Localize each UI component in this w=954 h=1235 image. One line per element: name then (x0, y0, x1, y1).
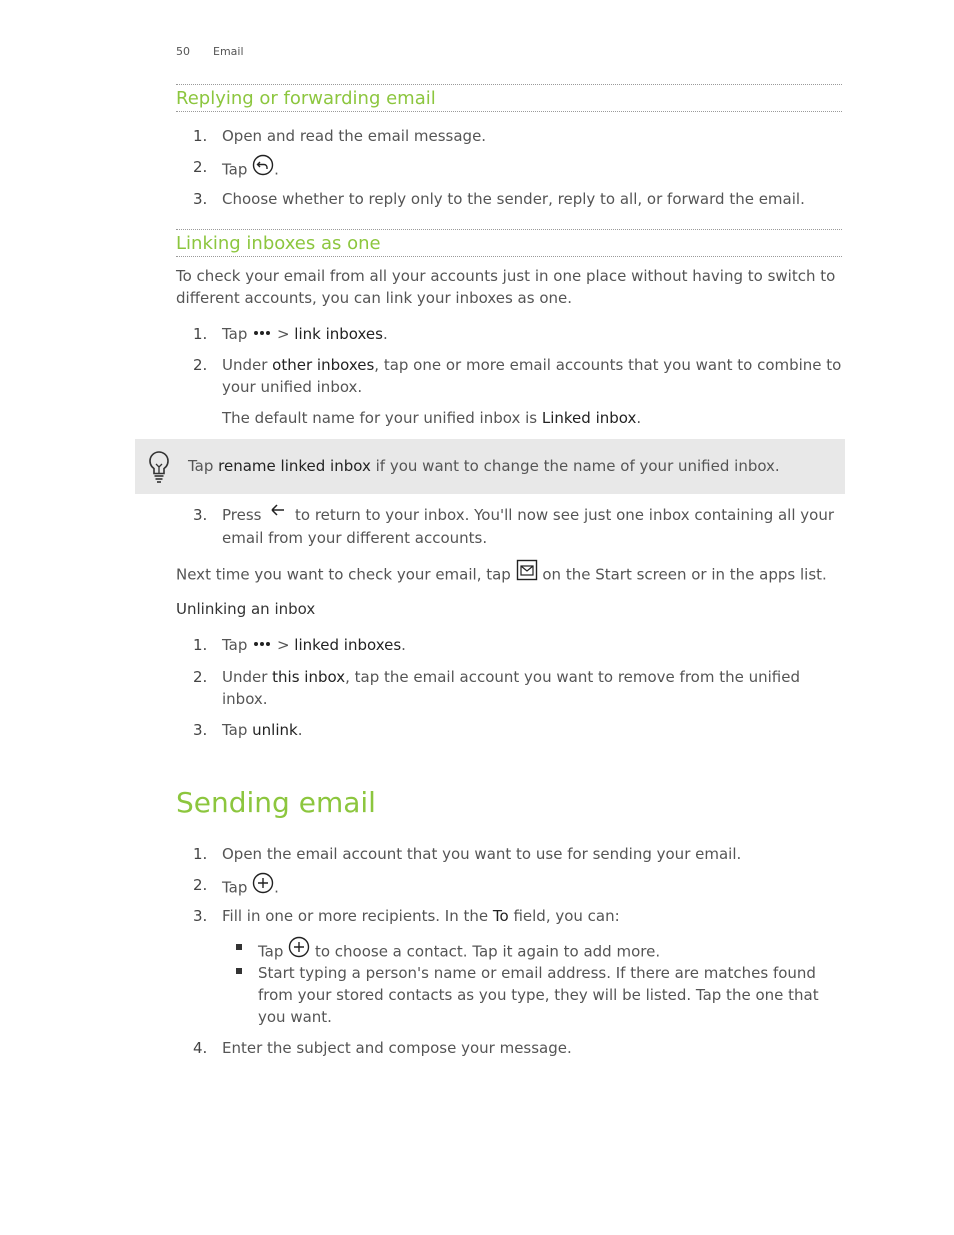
default-name-note (222, 407, 842, 429)
note-text: The default name for your unified inbox is (222, 409, 542, 427)
step-number: 1. (193, 325, 208, 343)
bullet-text: Tap (258, 942, 289, 961)
step-number: 3. (193, 907, 208, 925)
label-unlink: unlink (252, 721, 298, 739)
divider (176, 256, 842, 257)
unlink-step-3 (222, 719, 842, 741)
step-number: 2. (193, 668, 208, 686)
back-arrow-icon (266, 503, 290, 525)
link-step-2 (222, 354, 842, 398)
step-number: 4. (193, 1039, 208, 1057)
step-text: Fill in one or more recipients. In the (222, 907, 493, 925)
reply-step-3: Choose whether to reply only to the sender, reply to all, or forward the email. (222, 190, 805, 208)
reply-icon (252, 154, 274, 182)
menu-item-linked-inboxes: linked inboxes (294, 636, 402, 654)
step-number: 3. (193, 190, 208, 208)
step-text: . (297, 721, 303, 739)
note-text: on the Start screen or in the apps list. (537, 565, 827, 584)
heading-linking: Linking inboxes as one (176, 233, 381, 254)
step-number: 2. (193, 158, 208, 176)
label-to-field: To (492, 907, 509, 925)
add-icon (252, 872, 274, 900)
note-text: Next time you want to check your email, tap (176, 565, 516, 584)
step-number: 3. (193, 506, 208, 524)
step-text: , tap one or more email accounts that you want to combine to your unified inbox. (222, 356, 842, 396)
bullet-marker (236, 944, 242, 950)
step-text: > (272, 325, 295, 343)
step-text: . (274, 878, 279, 897)
label-rename-linked-inbox: rename linked inbox (218, 457, 371, 475)
step-text: Tap (222, 160, 253, 179)
step-text: > (272, 636, 295, 654)
tip-text (188, 455, 838, 477)
step-text: Tap (222, 878, 253, 897)
step-text: Tap (222, 325, 253, 343)
lightbulb-icon (147, 450, 171, 488)
send-step-2 (222, 874, 842, 902)
menu-item-link-inboxes: link inboxes (294, 325, 383, 343)
unlink-step-1 (222, 634, 842, 657)
section-name: Email (213, 45, 244, 58)
step-number: 2. (193, 876, 208, 894)
step-number: 2. (193, 356, 208, 374)
step-text: . (382, 325, 388, 343)
page-number: 50 (176, 45, 190, 58)
step-text: . (274, 160, 279, 179)
bullet-marker (236, 968, 242, 974)
step-text: , tap the email account you want to remove from the unified inbox. (222, 668, 800, 708)
step-number: 3. (193, 721, 208, 739)
note-text: . (636, 409, 642, 427)
next-time-note (176, 561, 842, 589)
send-step-3 (222, 905, 842, 927)
heading-sending-email: Sending email (176, 786, 376, 819)
label-other-inboxes: other inboxes (272, 356, 375, 374)
bullet-text: to choose a contact. Tap it again to add more. (310, 942, 661, 961)
step-text: Press (222, 506, 267, 524)
divider (176, 84, 842, 85)
send-step-1: Open the email account that you want to use for sending your email. (222, 845, 742, 863)
linking-intro: To check your email from all your accounts just in one place without having to switch to different accounts, you can link your inboxes as one. (176, 267, 836, 307)
divider (176, 229, 842, 230)
tip-text-part: Tap (188, 457, 219, 475)
step-text: Tap (222, 636, 253, 654)
step-number: 1. (193, 845, 208, 863)
email-tile-icon (516, 559, 538, 587)
step-text: to return to your inbox. You'll now see just one inbox containing all your email from your different accounts. (222, 506, 835, 547)
step-text: Under (222, 668, 273, 686)
more-icon (252, 322, 272, 344)
label-linked-inbox: Linked inbox (541, 409, 637, 427)
send-step-4: Enter the subject and compose your message. (222, 1039, 572, 1057)
link-step-1 (222, 323, 842, 346)
add-contact-icon (288, 936, 310, 964)
link-step-3 (222, 504, 842, 549)
heading-unlinking: Unlinking an inbox (176, 600, 316, 618)
unlink-step-2 (222, 666, 842, 710)
step-text: . (401, 636, 406, 654)
tip-text-part: if you want to change the name of your unified inbox. (370, 457, 780, 475)
step-text: field, you can: (508, 907, 620, 925)
step-number: 1. (193, 636, 208, 654)
label-this-inbox: this inbox (272, 668, 346, 686)
recipient-option-2: Start typing a person's name or email address. If there are matches found from your stored contacts as you type, they will be listed. Tap the one that you want. (258, 964, 819, 1026)
divider (176, 111, 842, 112)
more-icon (252, 633, 272, 655)
heading-replying: Replying or forwarding email (176, 88, 436, 109)
step-text: Tap (222, 721, 253, 739)
step-number: 1. (193, 127, 208, 145)
reply-step-2 (222, 156, 842, 184)
reply-step-1: Open and read the email message. (222, 127, 487, 145)
step-text: Under (222, 356, 273, 374)
